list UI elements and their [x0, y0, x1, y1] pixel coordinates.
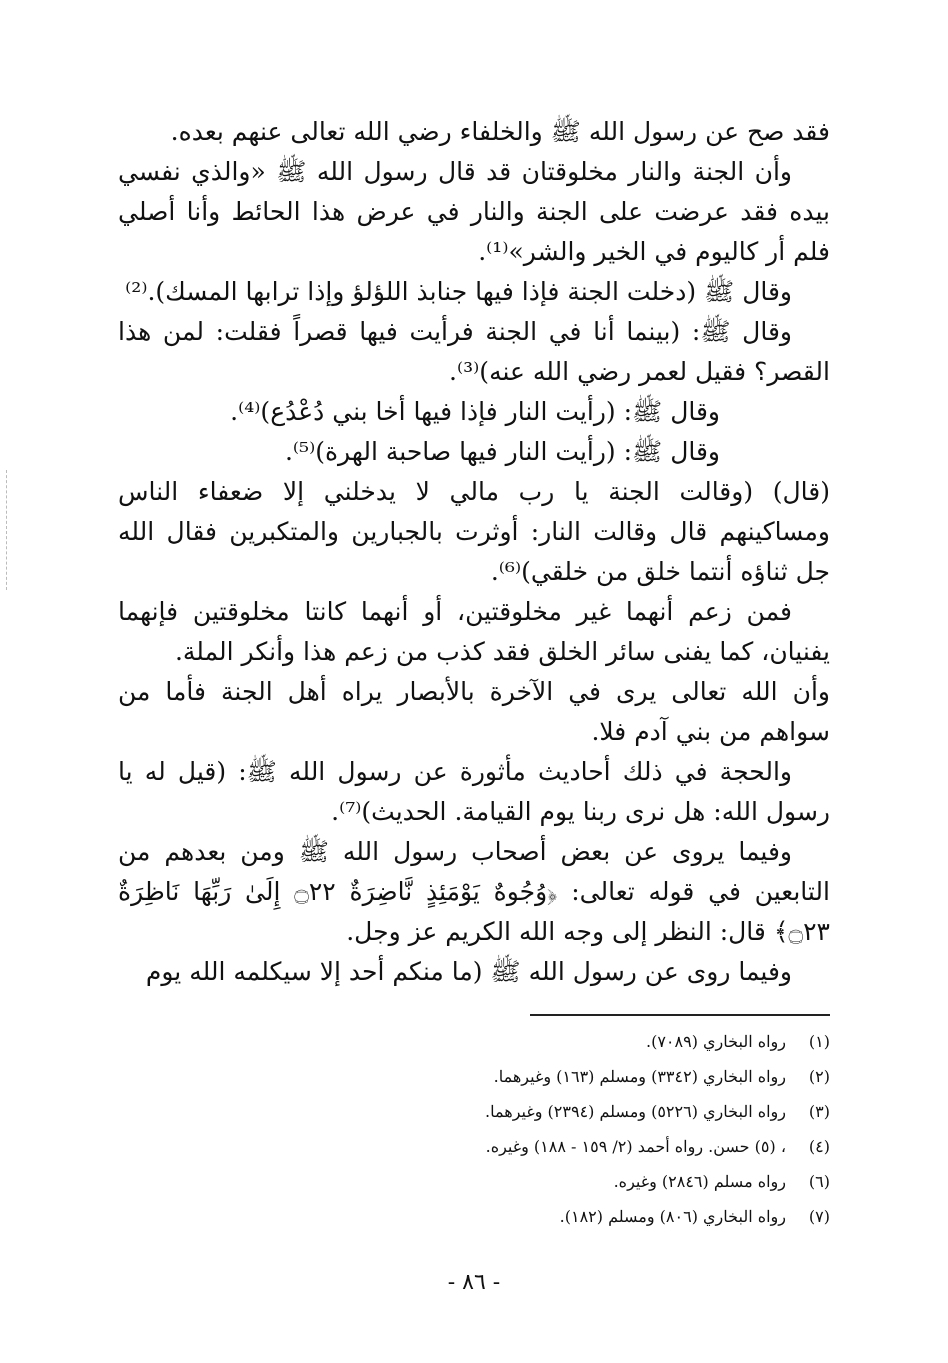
paragraph: وأن الله تعالى يرى في الآخرة بالأبصار يراه أهل الجنة فأما من سواهم من بني آدم فلا.: [118, 677, 830, 746]
footnote-divider: [530, 1014, 830, 1016]
footnote-text: رواه البخاري (٨٠٦) ومسلم (١٨٢).: [559, 1207, 786, 1226]
footnote-number: (٦): [808, 1172, 830, 1191]
footnote-item: [380, 1129, 830, 1164]
footnote-text: ، (٥) حسن. رواه أحمد (٢/ ١٥٩ - ١٨٨) وغيره.: [485, 1137, 786, 1156]
footnote-number: (٢): [808, 1067, 830, 1086]
paragraph: وقال ﷺ (دخلت الجنة فإذا فيها جنابذ اللؤلؤ وإذا ترابها المسك).⁽²⁾: [125, 277, 792, 306]
paragraph: وقال ﷺ: (بينما أنا في الجنة فرأيت فيها قصراً فقلت: لمن هذا القصر؟ فقيل لعمر رضي الله عنه)⁽³⁾.: [118, 317, 830, 386]
footnote-item: [380, 1164, 830, 1199]
paragraph: وفيما روى عن رسول الله ﷺ (ما منكم أحد إلا سيكلمه الله يوم: [145, 957, 792, 986]
footnote-text: رواه مسلم (٢٨٤٦) وغيره.: [613, 1172, 786, 1191]
footnote-text: رواه البخاري (٥٢٢٦) ومسلم (٢٣٩٤) وغيرهما.: [485, 1102, 786, 1121]
footnote-number: (٣): [808, 1102, 830, 1121]
paragraph: وأن الجنة والنار مخلوقتان قد قال رسول الله ﷺ «والذي نفسي بيده فقد عرضت على الجنة والنار في عرض هذا الحائط وأنا أصلي فلم أر كاليوم في الخير والشر»⁽¹⁾.: [118, 157, 830, 266]
paragraph: (قال) (وقالت الجنة يا رب مالي لا يدخلني إلا ضعفاء الناس ومساكينهم قال وقالت النار: أوثرت بالجبارين والمتكبرين فقال الله جل ثناؤه أنتما خلق من خلقي)⁽⁶⁾.: [118, 477, 830, 586]
footnote-number: (١): [808, 1032, 830, 1051]
footnote-text: رواه البخاري (٣٣٤٢) ومسلم (١٦٣) وغيرهما.: [493, 1067, 786, 1086]
paragraph: وفيما يروى عن بعض أصحاب رسول الله ﷺ ومن بعدهم من التابعين في قوله تعالى: ﴿وُجُوهٌ يَوْمَئِذٍ نَّاضِرَةٌ ۝٢٢ إِلَىٰ رَبِّهَا نَاظِرَةٌ ۝٢٣﴾ قال: النظر إلى وجه الله الكريم عز وجل.: [118, 837, 830, 946]
page-number: - ٨٦ -: [447, 1270, 501, 1295]
paragraph: فقد صح عن رسول الله ﷺ والخلفاء رضي الله تعالى عنهم بعده.: [170, 117, 830, 146]
footnotes: [380, 1024, 830, 1234]
footnote-text: رواه البخاري (٧٠٨٩).: [646, 1032, 786, 1051]
footnote-number: (٧): [808, 1207, 830, 1226]
scan-edge-mark: [6, 470, 7, 590]
paragraph: والحجة في ذلك أحاديث مأثورة عن رسول الله ﷺ: (قيل له يا رسول الله: هل نرى ربنا يوم القيامة. الحديث)⁽⁷⁾.: [118, 757, 830, 826]
footnote-item: [380, 1059, 830, 1094]
main-text: [118, 112, 830, 992]
footnote-number: (٤): [808, 1137, 830, 1156]
paragraph: وقال ﷺ: (رأيت النار فيها صاحبة الهرة)⁽⁵⁾.: [284, 437, 720, 466]
footnote-item: [380, 1094, 830, 1129]
paragraph: وقال ﷺ: (رأيت النار فإذا فيها أخا بني دُعْدُع)⁽⁴⁾.: [230, 397, 720, 426]
footnote-item: [380, 1024, 830, 1059]
footnote-item: [380, 1199, 830, 1234]
paragraph: فمن زعم أنهما غير مخلوقتين، أو أنهما كانتا مخلوقتين فإنهما يفنيان، كما يفنى سائر الخلق فقد كذب من زعم هذا وأنكر الملة.: [118, 597, 830, 666]
